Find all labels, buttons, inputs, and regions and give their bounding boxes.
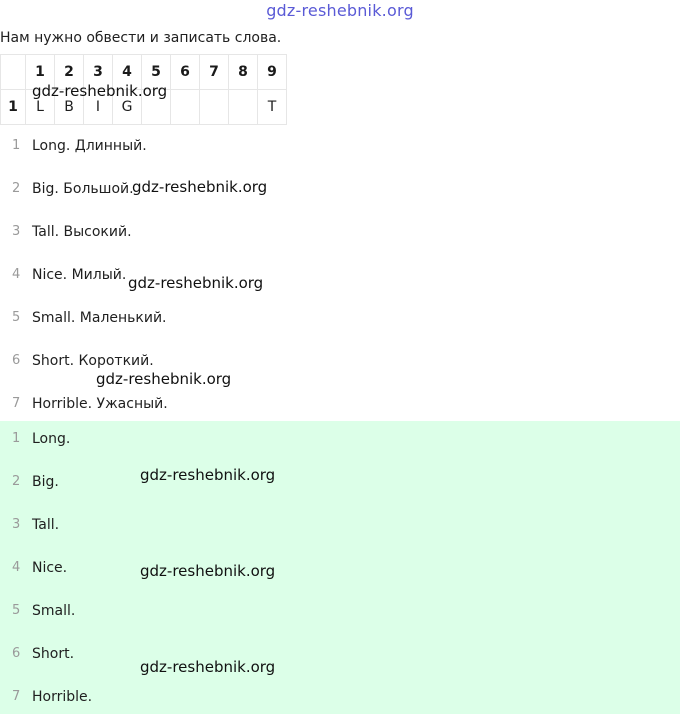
grid-header-cell: 7 bbox=[200, 55, 229, 90]
item-number: 5 bbox=[12, 310, 21, 325]
grid-header-cell: 5 bbox=[142, 55, 171, 90]
grid-header-cell: 3 bbox=[84, 55, 113, 90]
item-text: Horrible. bbox=[32, 689, 93, 705]
item-number: 3 bbox=[12, 517, 21, 532]
item-text: Tall. Высокий. bbox=[32, 224, 132, 240]
watermark: gdz-reshebnik.org bbox=[96, 370, 232, 388]
grid-header-cell: 2 bbox=[55, 55, 84, 90]
grid-header-cell: 4 bbox=[113, 55, 142, 90]
item-text: Short. bbox=[32, 646, 75, 662]
item-number: 1 bbox=[12, 138, 21, 153]
answers-panel bbox=[0, 421, 680, 714]
item-number: 7 bbox=[12, 396, 21, 411]
site-title: gdz-reshebnik.org bbox=[266, 1, 414, 20]
grid-cell bbox=[171, 90, 200, 125]
grid-row-number: 1 bbox=[1, 90, 26, 125]
item-text: Nice. Милый. bbox=[32, 267, 127, 283]
grid-cell: G bbox=[113, 90, 142, 125]
item-text: Small. bbox=[32, 603, 76, 619]
grid-cell: I bbox=[84, 90, 113, 125]
grid-cell: B bbox=[55, 90, 84, 125]
item-number: 7 bbox=[12, 689, 21, 704]
item-text: Nice. bbox=[32, 560, 68, 576]
item-number: 2 bbox=[12, 181, 21, 196]
grid-cell: T bbox=[258, 90, 287, 125]
grid-header-cell: 6 bbox=[171, 55, 200, 90]
item-text: Short. Короткий. bbox=[32, 353, 154, 369]
item-number: 6 bbox=[12, 353, 21, 368]
watermark: gdz-reshebnik.org bbox=[140, 466, 276, 484]
item-text: Tall. bbox=[32, 517, 60, 533]
intro-text: Нам нужно обвести и записать слова. bbox=[0, 30, 282, 46]
item-text: Big. Большой. bbox=[32, 181, 134, 197]
watermark: gdz-reshebnik.org bbox=[132, 178, 268, 196]
watermark: gdz-reshebnik.org bbox=[140, 562, 276, 580]
grid-cell: L bbox=[26, 90, 55, 125]
grid-header-cell: 1 bbox=[26, 55, 55, 90]
watermark: gdz-reshebnik.org bbox=[32, 82, 168, 100]
item-number: 1 bbox=[12, 431, 21, 446]
item-text: Horrible. Ужасный. bbox=[32, 396, 168, 412]
grid-header-cell bbox=[1, 55, 26, 90]
grid-cell bbox=[200, 90, 229, 125]
item-text: Big. bbox=[32, 474, 59, 490]
grid-header-cell: 8 bbox=[229, 55, 258, 90]
item-number: 2 bbox=[12, 474, 21, 489]
grid-cell bbox=[229, 90, 258, 125]
grid-header-cell: 9 bbox=[258, 55, 287, 90]
watermark: gdz-reshebnik.org bbox=[128, 274, 264, 292]
item-number: 4 bbox=[12, 560, 21, 575]
watermark: gdz-reshebnik.org bbox=[140, 658, 276, 676]
item-number: 6 bbox=[12, 646, 21, 661]
item-text: Long. Длинный. bbox=[32, 138, 147, 154]
item-number: 5 bbox=[12, 603, 21, 618]
item-text: Long. bbox=[32, 431, 71, 447]
item-text: Small. Маленький. bbox=[32, 310, 167, 326]
item-number: 3 bbox=[12, 224, 21, 239]
item-number: 4 bbox=[12, 267, 21, 282]
